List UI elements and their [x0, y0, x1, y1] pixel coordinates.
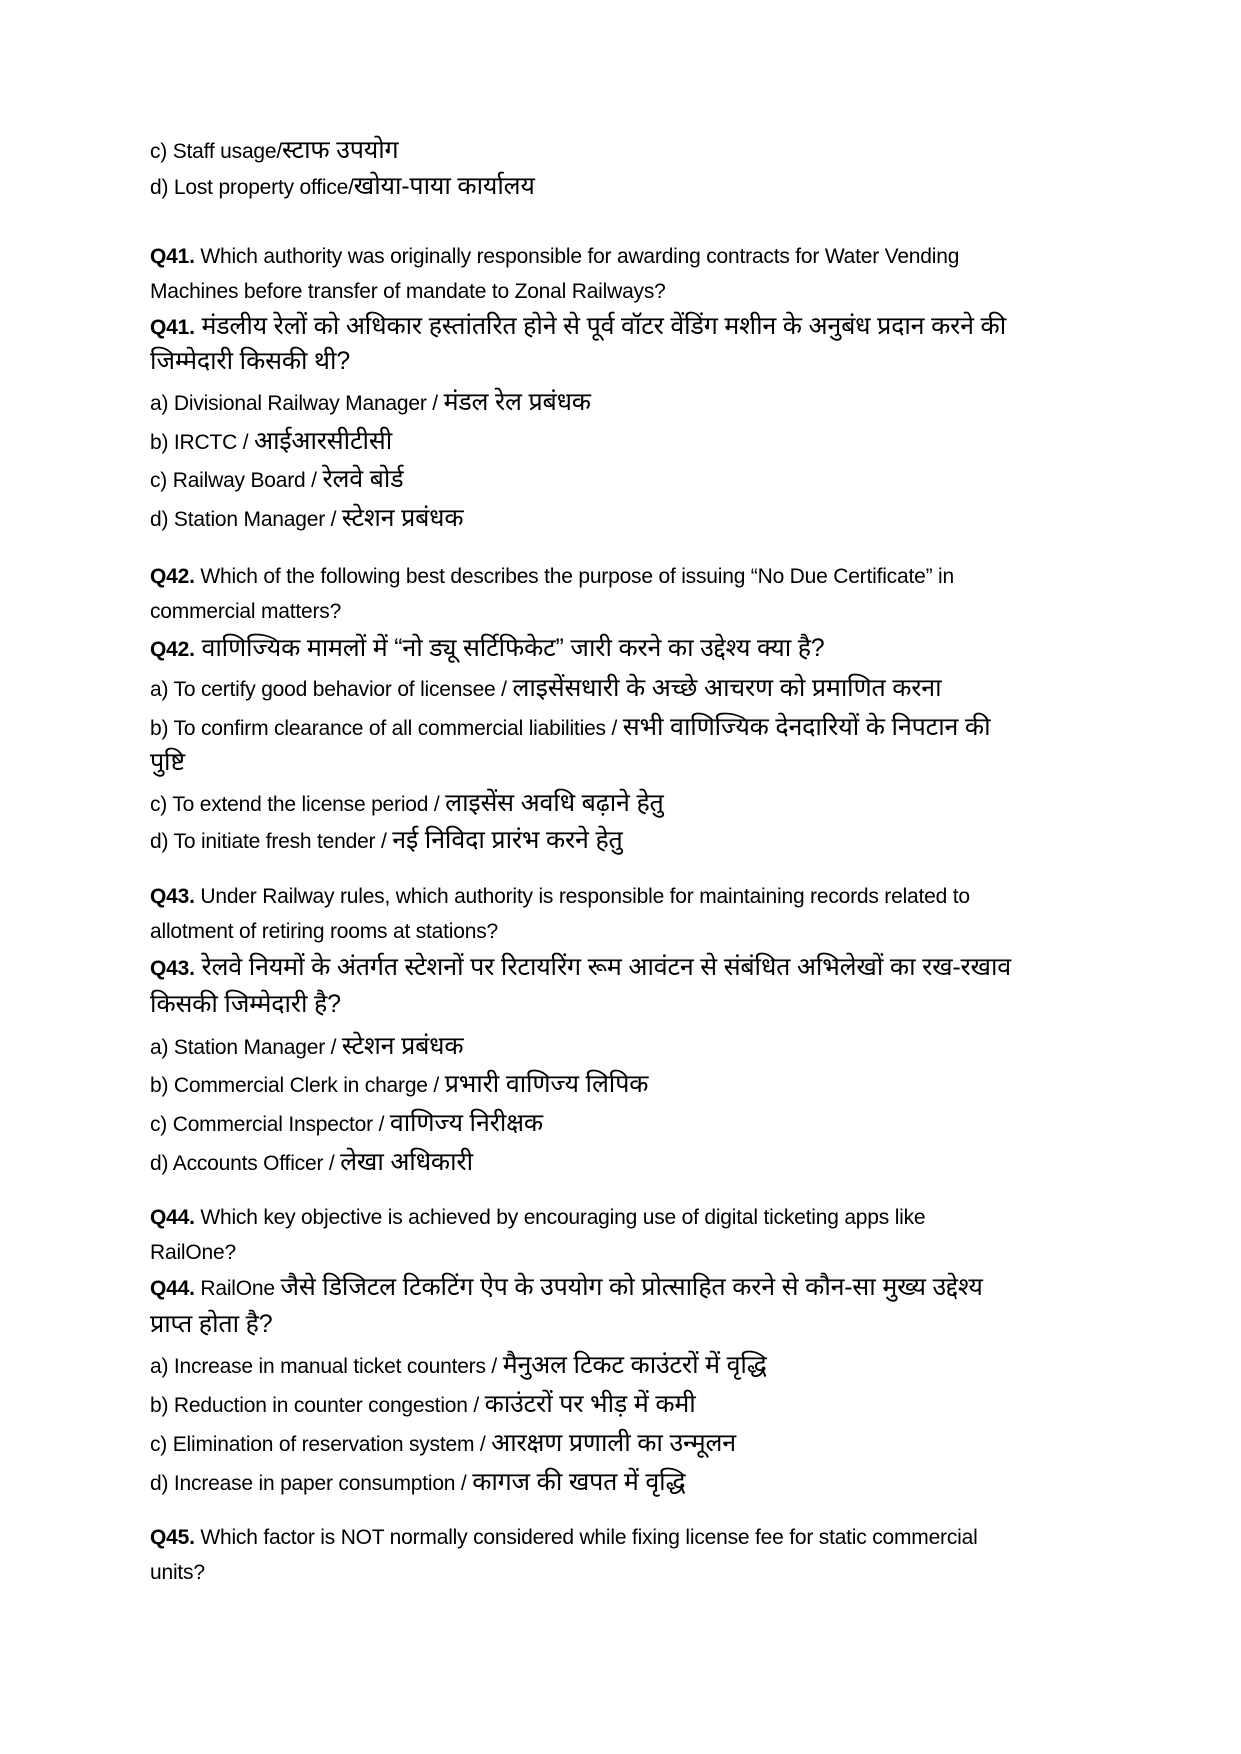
option-text-hi: मंडल रेल प्रबंधक: [443, 388, 591, 416]
question-number: Q41.: [150, 316, 195, 339]
option-label: b): [150, 1394, 169, 1417]
option-text-en: Commercial Clerk in charge /: [168, 1074, 445, 1097]
question-text-hi: रेलवे नियमों के अंतर्गत स्टेशनों पर रिटायरिंग रूम आवंटन से संबंधित अभिलेखों का रख-रखाव: [194, 953, 1011, 981]
option-label: b): [150, 1074, 169, 1097]
question-41-option-d: [150, 504, 463, 534]
option-text-hi: लाइसेंसधारी के अच्छे आचरण को प्रमाणित करना: [512, 674, 942, 702]
option-label: a): [150, 392, 169, 415]
option-text-hi: आरक्षण प्रणाली का उन्मूलन: [491, 1429, 736, 1457]
question-44-en-line-1: [150, 1204, 925, 1232]
question-42-option-b: [150, 713, 990, 743]
option-text-en: Lost property office/: [173, 176, 354, 199]
question-43-option-a: [150, 1032, 463, 1062]
option-label: b): [150, 431, 169, 454]
option-text-en: Reduction in counter congestion /: [168, 1394, 485, 1417]
option-text-hi: प्रभारी वाणिज्य लिपिक: [444, 1070, 649, 1098]
option-text-en: Commercial Inspector /: [167, 1113, 390, 1136]
question-text-en: units?: [150, 1561, 205, 1584]
question-43-en-line-1: [150, 883, 970, 911]
question-42-option-b-cont: [150, 748, 185, 778]
question-text-en: Which factor is NOT normally considered while fixing license fee for static commercial: [194, 1526, 978, 1549]
question-41-hi-line-2: [150, 347, 350, 377]
question-41-en-line-2: [150, 278, 666, 306]
question-number: Q44.: [150, 1277, 195, 1300]
option-label: d): [150, 830, 169, 853]
option-d: [150, 172, 535, 202]
question-43-hi-line-2: [150, 990, 341, 1020]
option-label: a): [150, 1036, 169, 1059]
option-label: a): [150, 1355, 169, 1378]
option-text-hi: वाणिज्य निरीक्षक: [389, 1109, 543, 1137]
option-label: c): [150, 1113, 168, 1136]
question-text-hi: मंडलीय रेलों को अधिकार हस्तांतरित होने से पूर्व वॉटर वेंडिंग मशीन के अनुबंध प्रदान करने की: [194, 312, 1007, 340]
option-label: d): [150, 1152, 169, 1175]
question-number: Q44.: [150, 1206, 195, 1229]
option-text-hi: लेखा अधिकारी: [340, 1148, 473, 1176]
option-text-en: To extend the license period /: [167, 793, 446, 816]
question-number: Q42.: [150, 638, 195, 661]
option-text-en: Staff usage/: [172, 140, 283, 163]
option-label: b): [150, 717, 169, 740]
option-text-en: Railway Board /: [167, 469, 323, 492]
option-text-en: Increase in paper consumption /: [168, 1472, 473, 1495]
option-text-en: To initiate fresh tender /: [168, 830, 393, 853]
question-44-hi-line-2: [150, 1310, 272, 1340]
option-text-hi: रेलवे बोर्ड: [322, 465, 404, 493]
option-text-hi: लाइसेंस अवधि बढ़ाने हेतु: [445, 789, 664, 817]
question-43-en-line-2: [150, 918, 498, 946]
option-text-hi: मैनुअल टिकट काउंटरों में वृद्धि: [502, 1351, 767, 1379]
question-text-en: Which authority was originally responsible for awarding contracts for Water Vending: [194, 245, 960, 268]
option-label: c): [150, 469, 168, 492]
question-44-option-b: [150, 1390, 696, 1420]
question-text-en: Under Railway rules, which authority is responsible for maintaining records related to: [194, 885, 970, 908]
option-text-en: Accounts Officer /: [168, 1152, 341, 1175]
question-42-en-line-1: [150, 563, 954, 591]
question-41-en-line-1: [150, 243, 959, 271]
question-42-option-d: [150, 826, 623, 856]
question-43-option-c: [150, 1109, 543, 1139]
question-43-option-d: [150, 1148, 473, 1178]
question-42-en-line-2: [150, 598, 341, 626]
option-label: d): [150, 1472, 169, 1495]
question-text-en: commercial matters?: [150, 600, 342, 623]
question-41-option-c: [150, 465, 403, 495]
option-label: c): [150, 140, 168, 163]
question-text-en: Machines before transfer of mandate to Zonal Railways?: [150, 280, 666, 303]
question-text-hi: किसकी जिम्मेदारी है?: [150, 990, 341, 1018]
option-label: c): [150, 793, 168, 816]
question-44-option-d: [150, 1468, 685, 1498]
option-text-hi: खोया-पाया कार्यालय: [353, 172, 535, 200]
option-text-hi: पुष्टि: [150, 748, 185, 776]
option-text-en: Divisional Railway Manager /: [168, 392, 444, 415]
question-text-en: Which of the following best describes the purpose of issuing “No Due Certificate” in: [194, 565, 954, 588]
option-label: a): [150, 678, 169, 701]
option-text-hi: स्टेशन प्रबंधक: [341, 1032, 464, 1060]
question-text-en: RailOne?: [150, 1241, 236, 1264]
question-41-hi-line-1: [150, 312, 1006, 342]
question-text-hi: जिम्मेदारी किसकी थी?: [150, 347, 350, 375]
question-44-en-line-2: [150, 1239, 236, 1267]
question-text-hi: जैसे डिजिटल टिकटिंग ऐप के उपयोग को प्रोत्साहित करने से कौन-सा मुख्य उद्देश्य: [280, 1273, 983, 1301]
question-number: Q41.: [150, 245, 195, 268]
option-text-hi: काउंटरों पर भीड़ में कमी: [484, 1390, 696, 1418]
option-text-en: IRCTC /: [168, 431, 254, 454]
option-text-en: To confirm clearance of all commercial liabilities /: [168, 717, 623, 740]
option-text-hi: आईआरसीटीसी: [253, 427, 393, 455]
question-44-option-c: [150, 1429, 736, 1459]
option-text-en: Increase in manual ticket counters /: [168, 1355, 503, 1378]
option-label: d): [150, 176, 169, 199]
question-text-en: Which key objective is achieved by encouraging use of digital ticketing apps like: [194, 1206, 926, 1229]
option-text-en: Station Manager /: [168, 508, 342, 531]
question-42-hi-line-1: [150, 634, 825, 664]
option-label: c): [150, 1433, 168, 1456]
question-41-option-b: [150, 427, 392, 457]
option-text-hi: सभी वाणिज्यिक देनदारियों के निपटान की: [622, 713, 991, 741]
question-45-en-line-1: [150, 1524, 978, 1552]
option-text-en: Station Manager /: [168, 1036, 342, 1059]
option-text-en: To certify good behavior of licensee /: [168, 678, 513, 701]
question-44-option-a: [150, 1351, 767, 1381]
question-number: Q43.: [150, 885, 195, 908]
question-43-option-b: [150, 1070, 648, 1100]
option-label: d): [150, 508, 169, 531]
option-text-hi: स्टेशन प्रबंधक: [341, 504, 464, 532]
question-text-hi: वाणिज्यिक मामलों में “नो ड्यू सर्टिफिकेट” जारी करने का उद्देश्य क्या है?: [194, 634, 825, 662]
option-c: [150, 136, 398, 166]
question-number: Q45.: [150, 1526, 195, 1549]
option-text-hi: नई निविदा प्रारंभ करने हेतु: [392, 826, 623, 854]
option-text-en: Elimination of reservation system /: [167, 1433, 492, 1456]
question-number: Q43.: [150, 957, 195, 980]
question-43-hi-line-1: [150, 953, 1011, 983]
question-42-option-c: [150, 789, 664, 819]
question-number: Q42.: [150, 565, 195, 588]
question-text-hi: प्राप्त होता है?: [150, 1310, 273, 1338]
question-text-en: allotment of retiring rooms at stations?: [150, 920, 498, 943]
option-text-hi: स्टाफ उपयोग: [282, 136, 399, 164]
option-text-hi: कागज की खपत में वृद्धि: [472, 1468, 686, 1496]
question-44-hi-line-1: [150, 1273, 983, 1303]
question-41-option-a: [150, 388, 591, 418]
question-45-en-line-2: [150, 1559, 205, 1587]
question-42-option-a: [150, 674, 941, 704]
question-text-en: RailOne: [194, 1277, 281, 1300]
